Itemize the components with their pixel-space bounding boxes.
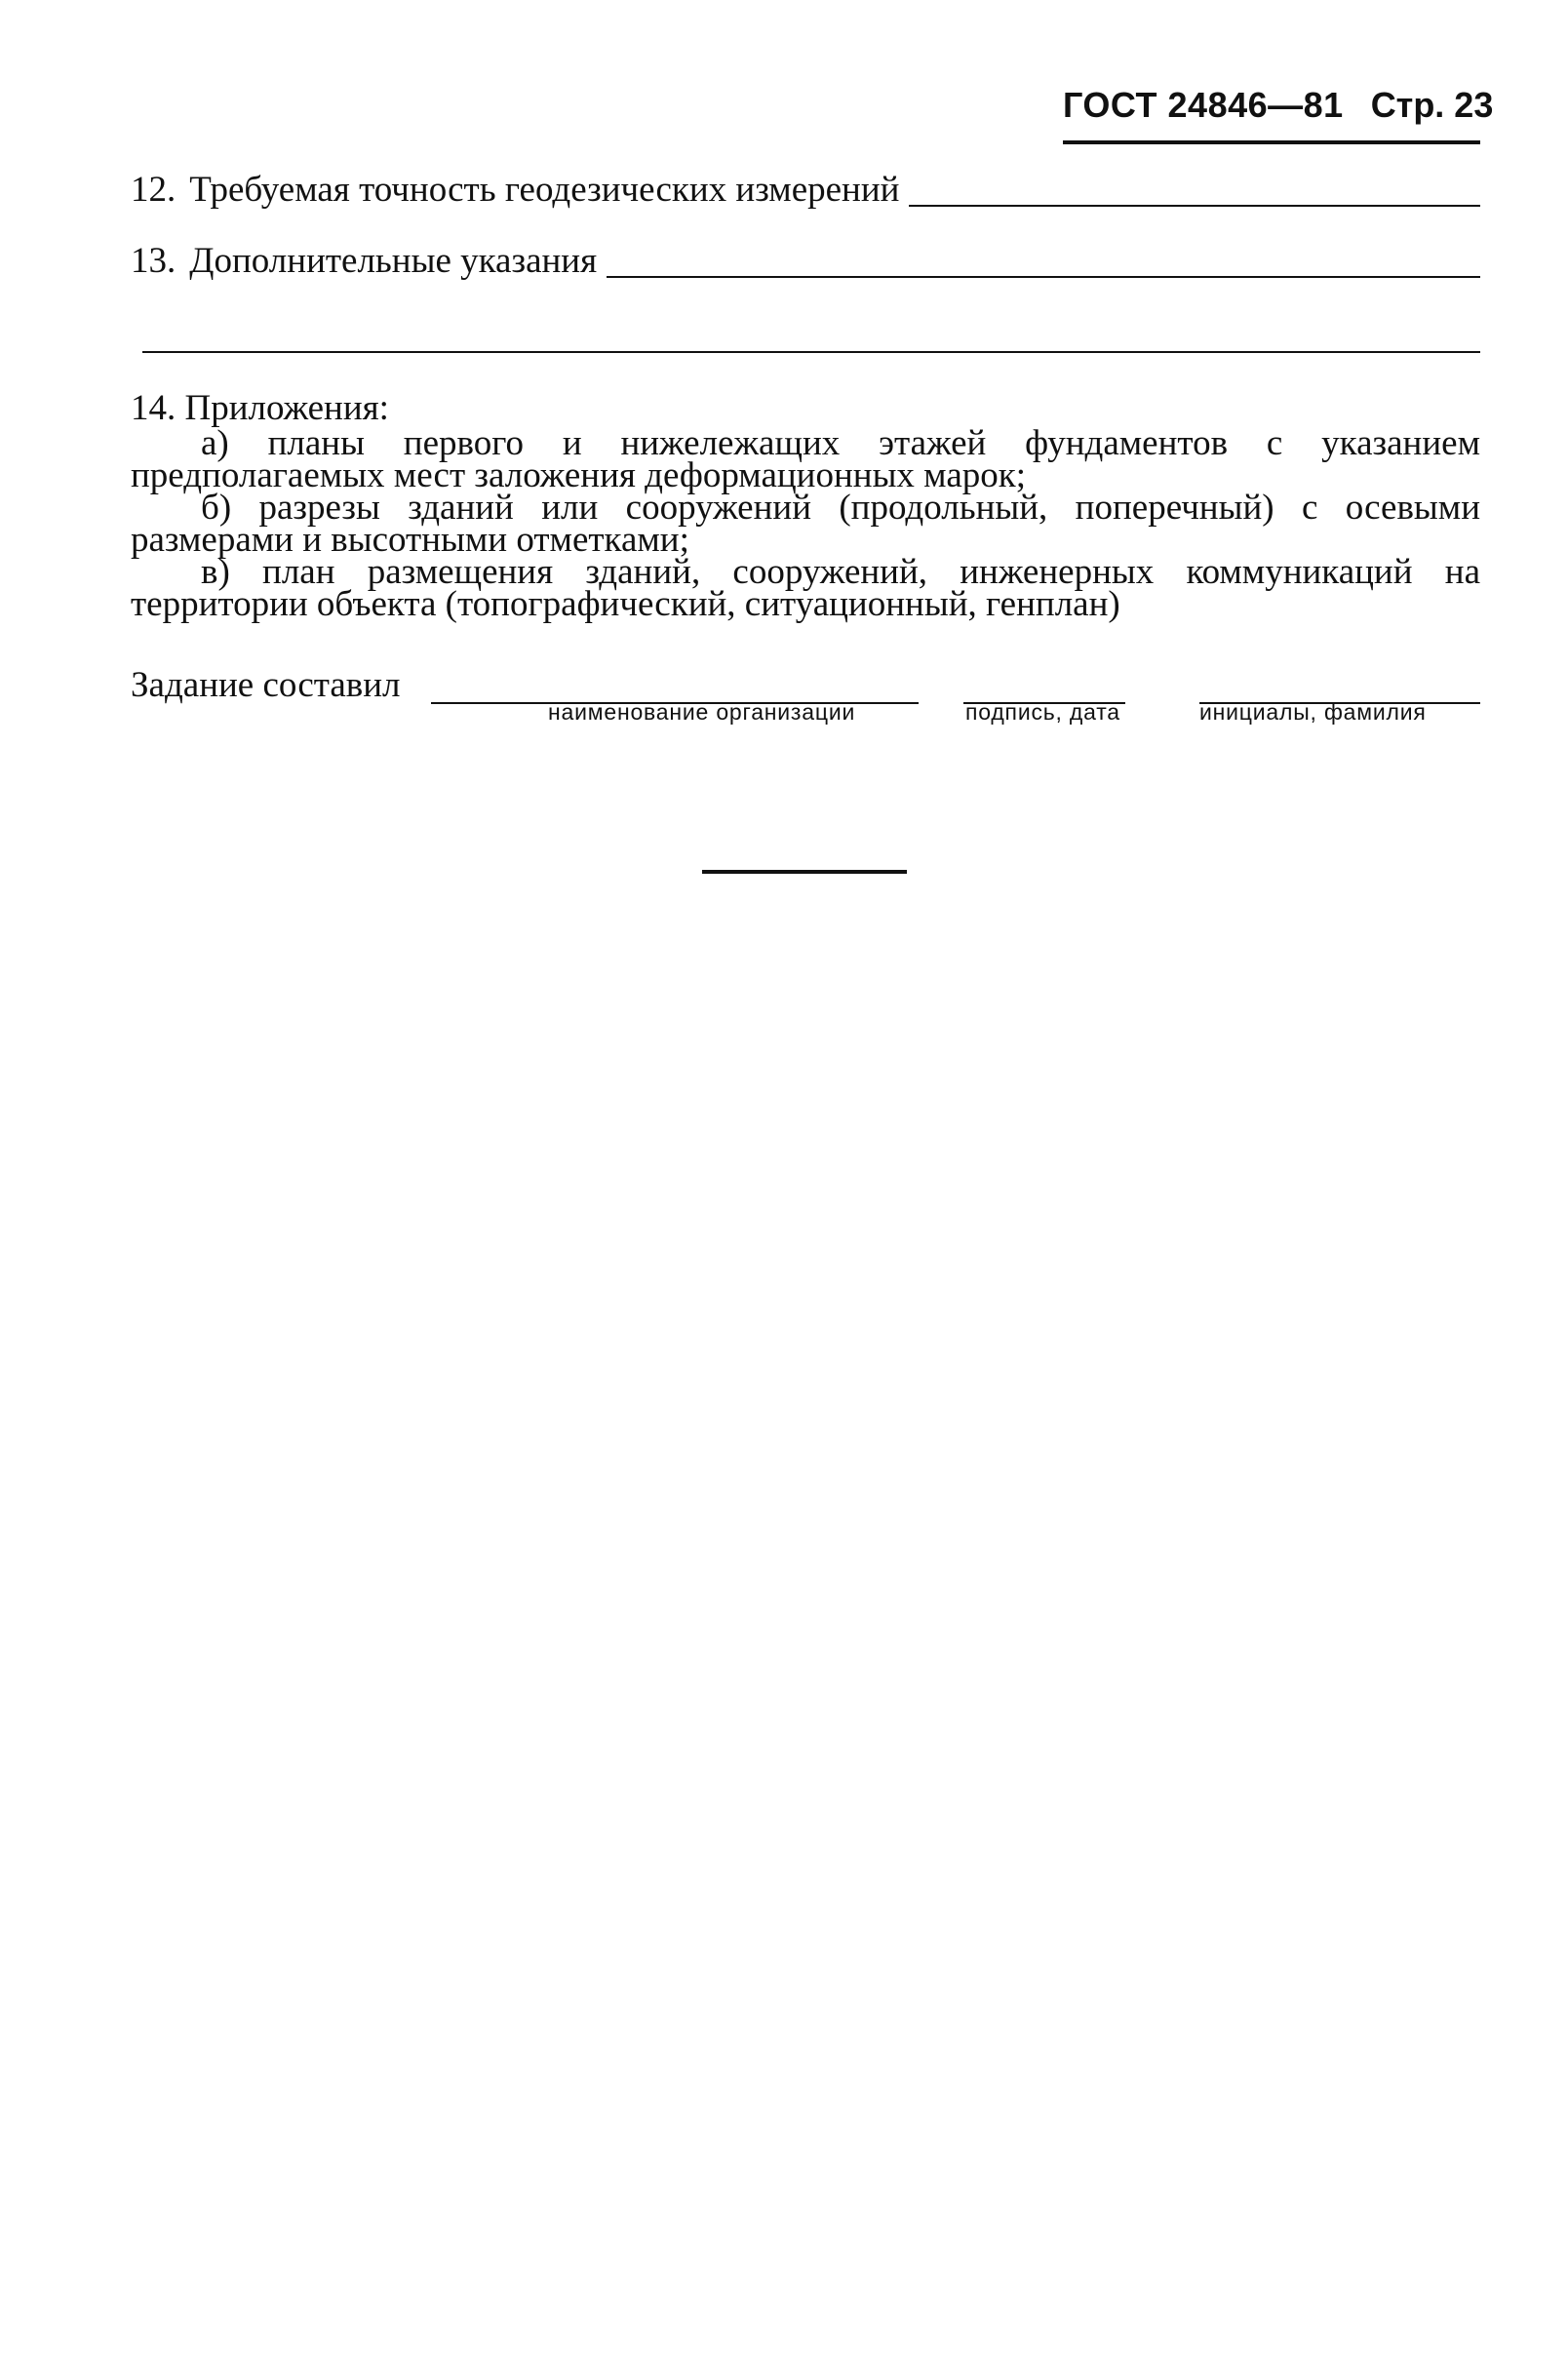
organization-caption: наименование организации	[548, 699, 856, 725]
page-header	[1063, 82, 1494, 144]
name-caption: инициалы, фамилия	[1199, 699, 1427, 725]
item-12-row	[131, 168, 1480, 213]
end-of-page-rule	[702, 870, 907, 874]
item-14-b	[131, 488, 1480, 560]
item-13-label: Дополнительные указания	[189, 241, 598, 281]
item-12-label: Требуемая точность геодезических измерений	[189, 170, 900, 210]
item-14-c-text: в) план размещения зданий, сооружений, инженерных коммуникаций на территории объекта (топографический, ситуационный, генплан)	[131, 552, 1480, 624]
signature-date-caption: подпись, дата	[965, 699, 1120, 725]
item-12-number: 12.	[131, 170, 176, 210]
document-number: ГОСТ 24846—81	[1063, 85, 1344, 125]
item-13-row	[131, 239, 1480, 284]
item-13-continuation-line[interactable]	[142, 351, 1480, 353]
signature-label: Задание составил	[131, 665, 401, 705]
item-14-a-text: а) планы первого и нижележащих этажей фундаментов с указанием предполагаемых мест заложения деформационных марок;	[131, 423, 1480, 495]
item-14-title: 14. Приложения:	[131, 388, 389, 428]
item-14-b-text: б) разрезы зданий или сооружений (продольный, поперечный) с осевыми размерами и высотными отметками;	[131, 488, 1480, 560]
item-14-a	[131, 423, 1480, 495]
page-number: Стр. 23	[1370, 85, 1494, 125]
item-13-fill-line[interactable]	[607, 276, 1480, 278]
item-14-c	[131, 552, 1480, 624]
item-13-number: 13.	[131, 241, 176, 281]
item-12-fill-line[interactable]	[909, 205, 1480, 207]
